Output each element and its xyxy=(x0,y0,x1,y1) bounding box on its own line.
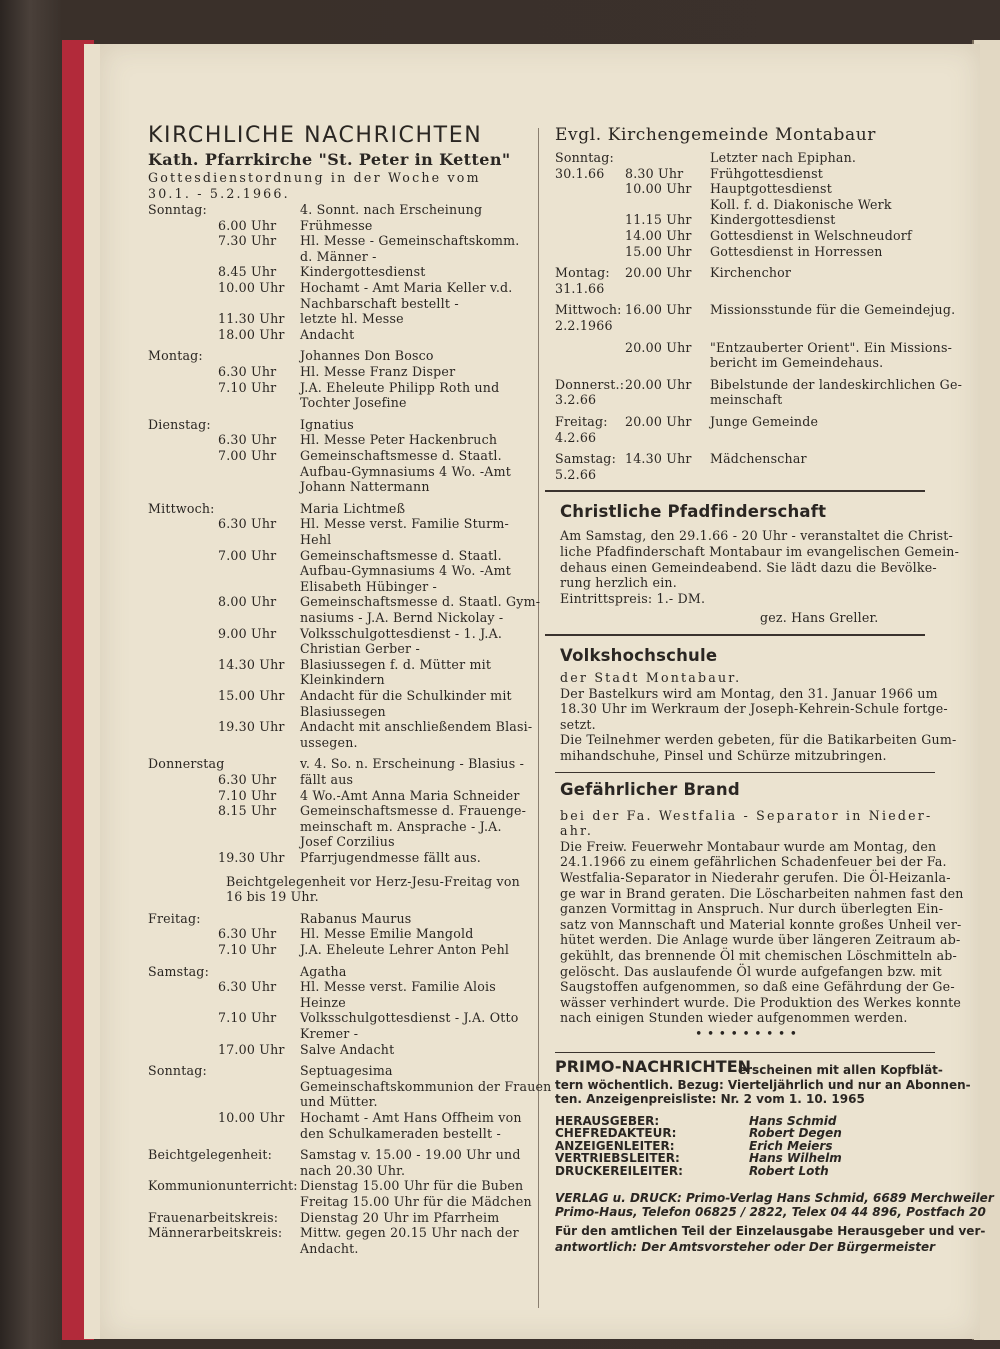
imprint-title: PRIMO-NACHRICHTEN xyxy=(555,1056,752,1076)
entry-text: v. 4. So. n. Erscheinung - Blasius - xyxy=(300,756,525,772)
footer-label: Frauenarbeitskreis: xyxy=(148,1209,279,1225)
brand-line: satz von Mannschaft und Material konnte großes Unheil ver- xyxy=(560,916,962,932)
weekday-label: Donnerstag xyxy=(148,756,225,772)
entry-text: Gemeinschaftsmesse d. Staatl. Gym- xyxy=(300,594,541,610)
footer-text: nach 20.30 Uhr. xyxy=(300,1162,406,1178)
entry-text: meinschaft xyxy=(710,392,783,408)
brand-sub: ahr. xyxy=(560,823,594,839)
brand-line: ganzen Vormittag in Anspruch. Nur durch überlegten Ein- xyxy=(560,901,944,917)
entry-text: Aufbau-Gymnasiums 4 Wo. -Amt xyxy=(300,463,511,479)
footer-text: Samstag v. 15.00 - 19.00 Uhr und xyxy=(300,1147,521,1163)
time-label: 9.00 Uhr xyxy=(218,625,277,641)
entry-text: Mädchenschar xyxy=(710,451,807,467)
time-label: 20.00 Uhr xyxy=(625,265,692,281)
entry-text: Christian Gerber - xyxy=(300,641,420,657)
time-label: 8.15 Uhr xyxy=(218,803,277,819)
imprint-role: DRUCKEREILEITER: xyxy=(555,1164,683,1178)
brand-line: nach einigen Stunden wieder aufgenommen werden. xyxy=(560,1010,908,1026)
time-label: 20.00 Uhr xyxy=(625,414,692,429)
day-label: Sonntag: xyxy=(555,150,614,165)
entry-text: Kleinkindern xyxy=(300,672,385,688)
imprint-person: Robert Loth xyxy=(749,1164,829,1178)
entry-text: Josef Corzilius xyxy=(300,834,395,850)
weekday-label: Dienstag: xyxy=(148,416,211,432)
time-label: 11.30 Uhr xyxy=(218,311,285,327)
vhs-line: setzt. xyxy=(560,716,596,732)
entry-text: Andacht mit anschließendem Blasi- xyxy=(300,719,533,735)
time-label: 10.00 Uhr xyxy=(218,1110,285,1125)
imprint-verlag: Primo-Haus, Telefon 06825 / 2822, Telex 04 44 896, Postfach 20 xyxy=(555,1204,986,1219)
vhs-line: 18.30 Uhr im Werkraum der Joseph-Kehrein-Schule fortge- xyxy=(560,701,948,717)
entry-text: Kindergottesdienst xyxy=(300,264,426,280)
brand-line: Die Freiw. Feuerwehr Montabaur wurde am Montag, den xyxy=(560,838,937,854)
entry-text: bericht im Gemeindehaus. xyxy=(710,355,884,371)
brand-title: Gefährlicher Brand xyxy=(560,779,740,799)
entry-text: Ignatius xyxy=(300,416,354,432)
weekday-label: Samstag: xyxy=(148,963,210,979)
time-label: 19.30 Uhr xyxy=(218,719,285,735)
time-label: 19.30 Uhr xyxy=(218,850,285,865)
entry-text: Hochamt - Amt Hans Offheim von xyxy=(300,1110,522,1125)
entry-text: Kremer - xyxy=(300,1026,359,1041)
time-label: 7.10 Uhr xyxy=(218,787,277,803)
brand-line: gelöscht. Das auslaufende Öl wurde aufgefangen bzw. mit xyxy=(560,963,942,979)
time-label: 6.30 Uhr xyxy=(218,926,277,942)
entry-text: fällt aus xyxy=(300,772,354,787)
imprint-line: ten. Anzeigenpreisliste: Nr. 2 vom 1. 10. 1965 xyxy=(555,1091,865,1106)
brand-line: ge war in Brand geraten. Die Löscharbeiten nahmen fast den xyxy=(560,885,964,901)
date-label: 2.2.1966 xyxy=(555,318,613,333)
entry-text: Bibelstunde der landeskirchlichen Ge- xyxy=(710,376,963,392)
entry-text: Hehl xyxy=(300,532,332,547)
footer-label: Männerarbeitskreis: xyxy=(148,1225,283,1241)
imprint-role: ANZEIGENLEITER: xyxy=(555,1138,675,1153)
time-label: 20.00 Uhr xyxy=(625,339,692,355)
imprint-role: VERTRIEBSLEITER: xyxy=(555,1151,680,1166)
imprint-person: Hans Wilhelm xyxy=(749,1151,842,1166)
entry-text: Junge Gemeinde xyxy=(710,414,819,429)
beicht-line: 16 bis 19 Uhr. xyxy=(226,889,319,905)
entry-text: d. Männer - xyxy=(300,248,377,264)
brand-line: Saugstoffen aufgenommen, so daß eine Gefährdung der Ge- xyxy=(560,979,955,995)
time-label: 10.00 Uhr xyxy=(625,181,692,197)
entry-text: Gemeinschaftsmesse d. Staatl. xyxy=(300,547,502,563)
imprint-line: tern wöchentlich. Bezug: Vierteljährlich und nur an Abonnen- xyxy=(555,1077,971,1092)
pfad-line: dehaus einen Gemeindeabend. Sie lädt dazu die Bevölke- xyxy=(560,559,937,575)
time-label: 14.00 Uhr xyxy=(625,228,692,243)
entry-text: Maria Lichtmeß xyxy=(300,500,406,516)
day-label: Freitag: xyxy=(555,414,608,429)
brand-line: 24.1.1966 zu einem gefährlichen Schadenfeuer bei der Fa. xyxy=(560,854,947,870)
entry-text: Hl. Messe Franz Disper xyxy=(300,364,456,379)
date-label: 4.2.66 xyxy=(555,429,597,445)
entry-text: Andacht für die Schulkinder mit xyxy=(300,688,512,703)
time-label: 7.10 Uhr xyxy=(218,379,277,395)
footer-text: Dienstag 20 Uhr im Pfarrheim xyxy=(300,1209,500,1225)
imprint-role: CHEFREDAKTEUR: xyxy=(555,1126,677,1141)
entry-text: Koll. f. d. Diakonische Werk xyxy=(710,196,892,212)
entry-text: Andacht xyxy=(300,326,355,342)
left-title: KIRCHLICHE NACHRICHTEN xyxy=(148,123,483,148)
entry-text: 4 Wo.-Amt Anna Maria Schneider xyxy=(300,787,520,803)
entry-text: J.A. Eheleute Philipp Roth und xyxy=(300,379,500,395)
time-label: 15.00 Uhr xyxy=(218,688,285,703)
vhs-title: Volkshochschule xyxy=(560,646,718,665)
time-label: 14.30 Uhr xyxy=(218,656,285,672)
newspaper-page xyxy=(100,44,994,1339)
entry-text: Blasiussegen xyxy=(300,703,386,719)
weekday-label: Sonntag: xyxy=(148,1063,207,1079)
date-label: 3.2.66 xyxy=(555,392,597,408)
entry-text: Elisabeth Hübinger - xyxy=(300,578,437,594)
imprint-amt: Für den amtlichen Teil der Einzelausgabe Herausgeber und ver- xyxy=(555,1223,986,1238)
time-label: 15.00 Uhr xyxy=(625,243,692,259)
separator-dots: • • • • • • • • • xyxy=(695,1026,798,1041)
entry-text: Nachbarschaft bestellt - xyxy=(300,295,459,311)
time-label: 16.00 Uhr xyxy=(625,302,692,318)
time-label: 8.45 Uhr xyxy=(218,264,277,280)
pfad-sign: gez. Hans Greller. xyxy=(760,610,879,626)
time-label: 6.30 Uhr xyxy=(218,432,277,448)
entry-text: und Mütter. xyxy=(300,1094,378,1110)
entry-text: Blasiussegen f. d. Mütter mit xyxy=(300,656,492,672)
section-rule xyxy=(545,490,925,492)
brand-sub: bei der Fa. Westfalia - Separator in Nieder- xyxy=(560,807,933,823)
time-label: 7.00 Uhr xyxy=(218,547,277,563)
time-label: 8.30 Uhr xyxy=(625,165,684,181)
entry-text: Rabanus Maurus xyxy=(300,910,412,926)
entry-text: 4. Sonnt. nach Erscheinung xyxy=(300,202,483,217)
entry-text: meinschaft m. Ansprache - J.A. xyxy=(300,818,502,834)
entry-text: Frühgottesdienst xyxy=(710,165,824,181)
weekday-label: Sonntag: xyxy=(148,202,207,217)
entry-text: Kirchenchor xyxy=(710,265,792,281)
pfad-line: Am Samstag, den 29.1.66 - 20 Uhr - veranstaltet die Christ- xyxy=(560,528,953,544)
weekday-label: Mittwoch: xyxy=(148,500,215,516)
time-label: 11.15 Uhr xyxy=(625,212,692,228)
weekday-label: Freitag: xyxy=(148,910,201,926)
order-dates: 30.1. - 5.2.1966. xyxy=(148,186,290,201)
time-label: 6.30 Uhr xyxy=(218,979,277,995)
order-line: Gottesdienstordnung in der Woche vom xyxy=(148,170,481,185)
vhs-line: Der Bastelkurs wird am Montag, den 31. Januar 1966 um xyxy=(560,685,938,701)
entry-text: Hochamt - Amt Maria Keller v.d. xyxy=(300,280,513,295)
time-label: 20.00 Uhr xyxy=(625,376,692,392)
time-label: 17.00 Uhr xyxy=(218,1041,285,1057)
entry-text: Heinze xyxy=(300,994,346,1010)
entry-text: Aufbau-Gymnasiums 4 Wo. -Amt xyxy=(300,563,511,579)
imprint-person: Erich Meiers xyxy=(749,1138,833,1153)
day-label: Samstag: xyxy=(555,451,617,467)
entry-text: Hl. Messe Peter Hackenbruch xyxy=(300,432,498,448)
entry-text: "Entzauberter Orient". Ein Missions- xyxy=(710,339,953,355)
time-label: 6.00 Uhr xyxy=(218,217,277,233)
entry-text: J.A. Eheleute Lehrer Anton Pehl xyxy=(300,942,510,957)
column-divider xyxy=(538,128,539,1308)
brand-line: wässer verhindert wurde. Die Produktion des Werkes konnte xyxy=(560,994,962,1010)
entry-text: Septuagesima xyxy=(300,1063,393,1079)
entry-text: Hl. Messe verst. Familie Sturm- xyxy=(300,516,509,532)
footer-text: Freitag 15.00 Uhr für die Mädchen xyxy=(300,1194,532,1209)
entry-text: Johannes Don Bosco xyxy=(300,348,434,364)
vhs-line: mihandschuhe, Pinsel und Schürze mitzubringen. xyxy=(560,748,887,763)
entry-text: Hauptgottesdienst xyxy=(710,181,832,197)
entry-text: ussegen. xyxy=(300,734,358,750)
brand-line: gekühlt, das brennende Öl mit chemischen Löschmitteln ab- xyxy=(560,948,957,963)
entry-text: Pfarrjugendmesse fällt aus. xyxy=(300,850,481,865)
vhs-line: Die Teilnehmer werden gebeten, für die Batikarbeiten Gum- xyxy=(560,732,957,748)
date-label: 5.2.66 xyxy=(555,466,597,482)
pfad-line: liche Pfadfinderschaft Montabaur im evangelischen Gemein- xyxy=(560,544,960,559)
day-label: Mittwoch: xyxy=(555,302,622,318)
date-label: 31.1.66 xyxy=(555,280,605,296)
entry-text: Gottesdienst in Horressen xyxy=(710,243,883,259)
time-label: 7.00 Uhr xyxy=(218,448,277,463)
entry-text: Kindergottesdienst xyxy=(710,212,836,228)
entry-text: letzte hl. Messe xyxy=(300,311,404,327)
entry-text: Hl. Messe verst. Familie Alois xyxy=(300,979,496,995)
day-label: Montag: xyxy=(555,265,610,281)
entry-text: Letzter nach Epiphan. xyxy=(710,150,857,165)
footer-label: Beichtgelegenheit: xyxy=(148,1147,273,1163)
imprint-person: Robert Degen xyxy=(749,1126,842,1141)
day-label: Donnerst.: xyxy=(555,376,625,392)
footer-text: Mittw. gegen 20.15 Uhr nach der xyxy=(300,1225,519,1241)
parish-title: Kath. Pfarrkirche "St. Peter in Ketten" xyxy=(148,150,511,169)
brand-line: Westfalia-Separator in Niederahr gerufen. Die Öl-Heizanla- xyxy=(560,870,951,885)
entry-text: Agatha xyxy=(300,963,347,979)
time-label: 6.30 Uhr xyxy=(218,772,277,787)
time-label: 7.10 Uhr xyxy=(218,1010,277,1026)
entry-text: Hl. Messe Emilie Mangold xyxy=(300,926,474,942)
entry-text: Missionsstunde für die Gemeindejug. xyxy=(710,302,956,318)
brand-line: hütet werden. Die Anlage wurde über längeren Zeitraum ab- xyxy=(560,932,961,948)
time-label: 6.30 Uhr xyxy=(218,364,277,379)
footer-text: Dienstag 15.00 Uhr für die Buben xyxy=(300,1178,524,1194)
time-label: 6.30 Uhr xyxy=(218,516,277,532)
entry-text: Volksschulgottesdienst - 1. J.A. xyxy=(300,625,503,641)
vhs-sub: der Stadt Montabaur. xyxy=(560,670,742,685)
entry-text: Hl. Messe - Gemeinschaftskomm. xyxy=(300,233,520,249)
entry-text: Volksschulgottesdienst - J.A. Otto xyxy=(300,1010,519,1026)
entry-text: Gemeinschaftskommunion der Frauen xyxy=(300,1078,552,1094)
weekday-label: Montag: xyxy=(148,348,203,364)
section-rule xyxy=(555,772,935,774)
day-label: 30.1.66 xyxy=(555,165,605,181)
pfad-line: rung herzlich ein. xyxy=(560,575,677,591)
imprint-amt: antwortlich: Der Amtsvorsteher oder Der Bürgermeister xyxy=(555,1239,936,1254)
entry-text: Salve Andacht xyxy=(300,1041,395,1057)
time-label: 18.00 Uhr xyxy=(218,326,285,342)
entry-text: Frühmesse xyxy=(300,217,373,233)
imprint-role: HERAUSGEBER: xyxy=(555,1113,660,1128)
entry-text: Gemeinschaftsmesse d. Frauenge- xyxy=(300,803,527,819)
pfad-line: Eintrittspreis: 1.- DM. xyxy=(560,590,706,606)
footer-label: Kommunionunterricht: xyxy=(148,1178,298,1194)
time-label: 7.30 Uhr xyxy=(218,233,277,249)
entry-text: Gottesdienst in Welschneudorf xyxy=(710,228,912,243)
entry-text: Gemeinschaftsmesse d. Staatl. xyxy=(300,448,502,463)
pfad-title: Christliche Pfadfinderschaft xyxy=(560,502,827,522)
time-label: 10.00 Uhr xyxy=(218,280,285,295)
imprint-person: Hans Schmid xyxy=(749,1113,837,1128)
entry-text: den Schulkameraden bestellt - xyxy=(300,1125,501,1141)
beicht-line: Beichtgelegenheit vor Herz-Jesu-Freitag von xyxy=(226,873,520,889)
section-rule xyxy=(555,1052,935,1054)
time-label: 7.10 Uhr xyxy=(218,942,277,957)
time-label: 8.00 Uhr xyxy=(218,594,277,610)
footer-text: Andacht. xyxy=(300,1240,359,1256)
section-rule xyxy=(545,634,925,636)
entry-text: Tochter Josefine xyxy=(300,395,407,411)
entry-text: Johann Nattermann xyxy=(300,479,430,495)
imprint-verlag: VERLAG u. DRUCK: Primo-Verlag Hans Schmid, 6689 Merchweiler xyxy=(555,1190,994,1205)
imprint-line: erscheinen mit allen Kopfblät- xyxy=(738,1062,943,1077)
time-label: 14.30 Uhr xyxy=(625,451,692,467)
right-title: Evgl. Kirchengemeinde Montabaur xyxy=(555,125,876,145)
entry-text: nasiums - J.A. Bernd Nickolay - xyxy=(300,610,504,625)
